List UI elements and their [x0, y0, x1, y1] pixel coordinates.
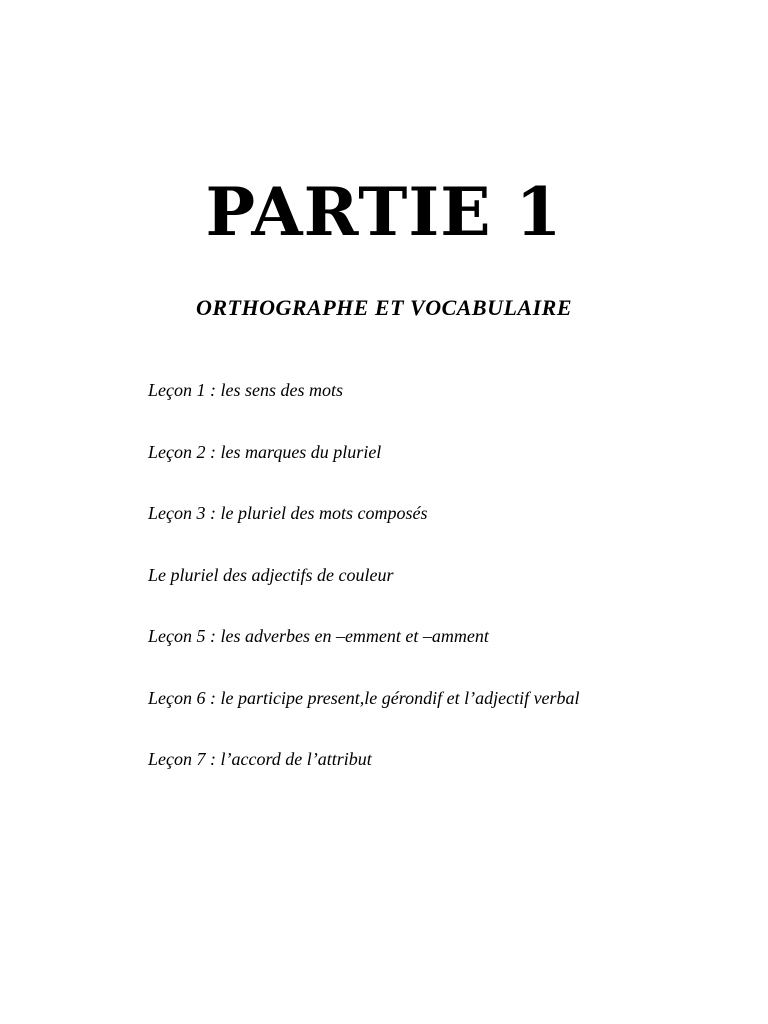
lesson-item-7: Leçon 7 : l’accord de l’attribut — [148, 749, 372, 769]
lesson-item-4: Le pluriel des adjectifs de couleur — [148, 564, 394, 585]
part-title: PARTIE 1 — [205, 173, 563, 251]
lesson-item-1: Leçon 1 : les sens des mots — [148, 380, 343, 400]
lesson-item-6: Leçon 6 : le participe present,le gérondif et l’adjectif verbal — [148, 687, 580, 708]
lesson-list — [148, 374, 748, 805]
lesson-item-2: Leçon 2 : les marques du pluriel — [148, 441, 382, 462]
lesson-item-3: Leçon 3 : le pluriel des mots composés — [148, 503, 428, 523]
section-title: ORTHOGRAPHE ET VOCABULAIRE — [195, 295, 573, 320]
lesson-item-5: Leçon 5 : les adverbes en –emment et –amment — [148, 626, 489, 646]
